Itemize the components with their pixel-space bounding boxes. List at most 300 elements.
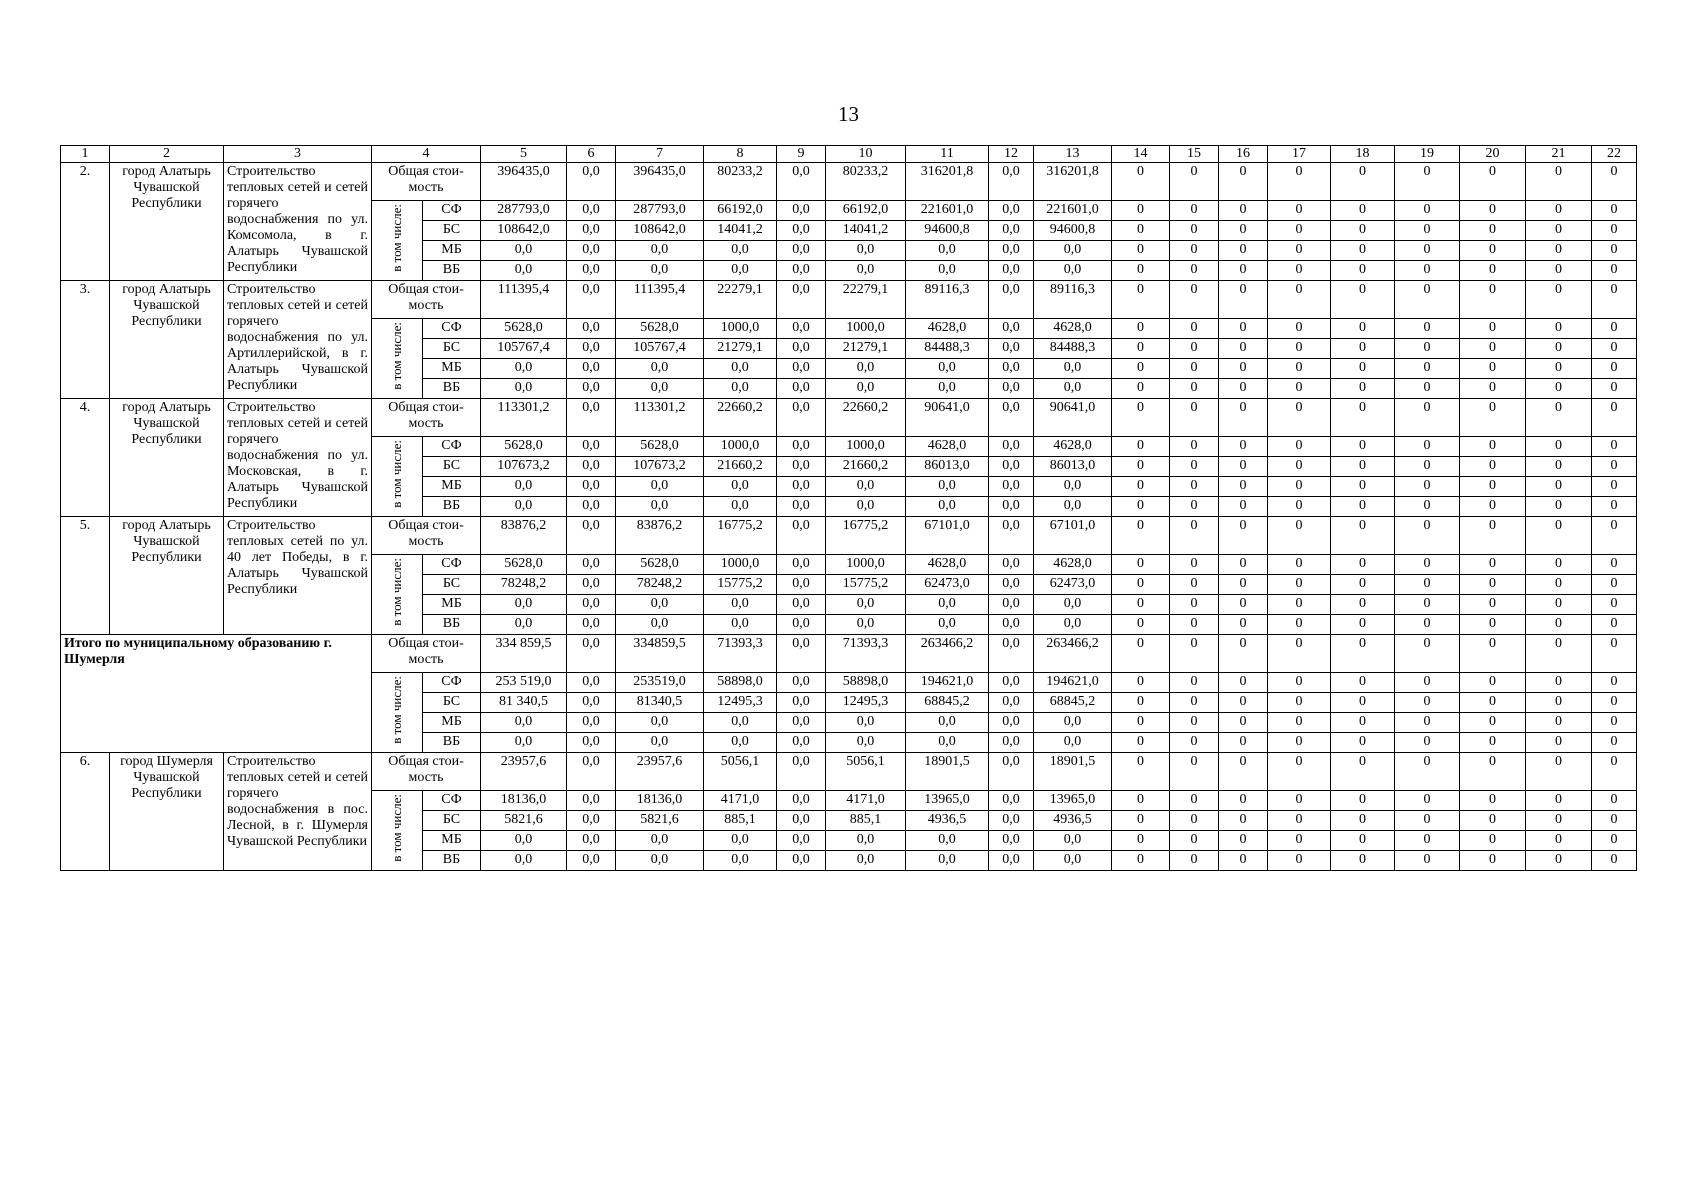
header-col-2: 2 [110, 146, 224, 163]
header-col-14: 14 [1112, 146, 1170, 163]
cell-value: 0,0 [616, 851, 704, 871]
cell-value: 5628,0 [616, 319, 704, 339]
cell-value: 0,0 [826, 497, 906, 517]
cell-value: 0 [1170, 831, 1219, 851]
municipality-name: город Алатырь Чувашской Республики [110, 163, 224, 281]
cell-value: 90641,0 [1034, 399, 1112, 437]
cell-value: 0 [1331, 359, 1395, 379]
cell-value: 0 [1460, 517, 1526, 555]
cell-value: 0 [1268, 241, 1331, 261]
cell-value: 0 [1112, 457, 1170, 477]
cell-value: 0 [1170, 201, 1219, 221]
cell-value: 0 [1592, 575, 1637, 595]
cell-value: 0,0 [704, 359, 777, 379]
cell-value: 0,0 [567, 281, 616, 319]
incl-label [372, 555, 423, 635]
cell-value: 0,0 [567, 457, 616, 477]
cell-value: 0 [1268, 595, 1331, 615]
cell-value: 0 [1219, 851, 1268, 871]
cell-value: 0,0 [567, 713, 616, 733]
cell-value: 0 [1331, 713, 1395, 733]
cell-value: 334859,5 [616, 635, 704, 673]
cell-value: 194621,0 [906, 673, 989, 693]
cell-value: 0,0 [1034, 595, 1112, 615]
cell-value: 0,0 [567, 379, 616, 399]
cell-value: 0 [1395, 811, 1460, 831]
incl-label [372, 791, 423, 871]
cell-value: 0 [1395, 241, 1460, 261]
cell-value: 0,0 [906, 851, 989, 871]
cell-value: 0,0 [826, 261, 906, 281]
cell-value: 0 [1592, 339, 1637, 359]
cell-value: 0,0 [777, 831, 826, 851]
cell-value: 0,0 [989, 851, 1034, 871]
cell-value: 0 [1395, 753, 1460, 791]
cell-value: 0 [1526, 281, 1592, 319]
cell-value: 0 [1331, 615, 1395, 635]
cell-value: 0 [1331, 635, 1395, 673]
cell-value: 0 [1170, 497, 1219, 517]
cell-value: 5628,0 [616, 555, 704, 575]
cell-value: 0,0 [989, 359, 1034, 379]
cell-value: 0,0 [704, 615, 777, 635]
cell-value: 0,0 [704, 733, 777, 753]
project-description: Строительство тепловых сетей и сетей горячего водоснабжения по ул. Комсомола, в г. Алатырь Чувашской Республики [224, 163, 372, 281]
cell-value: 71393,3 [826, 635, 906, 673]
total-row [61, 635, 1637, 673]
header-col-17: 17 [1268, 146, 1331, 163]
cell-value: 22660,2 [826, 399, 906, 437]
header-col-8: 8 [704, 146, 777, 163]
cell-value: 0 [1460, 201, 1526, 221]
cell-value: 0,0 [567, 575, 616, 595]
cell-value: 287793,0 [481, 201, 567, 221]
cell-value: 0,0 [567, 517, 616, 555]
cell-value: 0,0 [989, 163, 1034, 201]
cell-value: 14041,2 [826, 221, 906, 241]
cell-value: 0 [1592, 497, 1637, 517]
cell-value: 0 [1170, 359, 1219, 379]
cell-value: 0 [1331, 457, 1395, 477]
cell-value: 81340,5 [616, 693, 704, 713]
cell-value: 0,0 [616, 477, 704, 497]
cell-value: 21660,2 [704, 457, 777, 477]
cell-value: 0 [1526, 753, 1592, 791]
cell-value: 0,0 [1034, 497, 1112, 517]
project-description: Строительство тепловых сетей и сетей горячего водоснабжения в пос. Лесной, в г. Шумерля Чувашской Республики [224, 753, 372, 871]
cell-value: 18136,0 [616, 791, 704, 811]
cell-value: 111395,4 [481, 281, 567, 319]
cell-value: 0,0 [989, 221, 1034, 241]
cell-value: 0 [1395, 791, 1460, 811]
header-col-4: 4 [372, 146, 481, 163]
cell-value: 83876,2 [481, 517, 567, 555]
cell-value: 94600,8 [1034, 221, 1112, 241]
cell-value: 0,0 [777, 517, 826, 555]
funding-source-code: МБ [423, 477, 481, 497]
cell-value: 0,0 [826, 733, 906, 753]
general-cost-label: Общая стои-мость [372, 399, 481, 437]
cell-value: 0 [1170, 339, 1219, 359]
cell-value: 0 [1170, 517, 1219, 555]
cell-value: 0,0 [567, 201, 616, 221]
cell-value: 0,0 [567, 733, 616, 753]
cell-value: 21279,1 [704, 339, 777, 359]
cell-value: 0 [1112, 221, 1170, 241]
cell-value: 0,0 [777, 733, 826, 753]
cell-value: 253 519,0 [481, 673, 567, 693]
cell-value: 94600,8 [906, 221, 989, 241]
cell-value: 0 [1592, 517, 1637, 555]
cell-value: 0,0 [567, 319, 616, 339]
cell-value: 0 [1112, 615, 1170, 635]
cell-value: 0 [1526, 477, 1592, 497]
cell-value: 263466,2 [906, 635, 989, 673]
cell-value: 0,0 [1034, 831, 1112, 851]
cell-value: 0,0 [481, 241, 567, 261]
cell-value: 0 [1170, 791, 1219, 811]
cell-value: 105767,4 [616, 339, 704, 359]
cell-value: 0,0 [989, 713, 1034, 733]
cell-value: 89116,3 [1034, 281, 1112, 319]
cell-value: 0,0 [567, 477, 616, 497]
funding-source-code: МБ [423, 359, 481, 379]
header-col-10: 10 [826, 146, 906, 163]
cell-value: 0,0 [616, 241, 704, 261]
cell-value: 0,0 [777, 575, 826, 595]
header-col-7: 7 [616, 146, 704, 163]
funding-source-code: ВБ [423, 379, 481, 399]
cell-value: 194621,0 [1034, 673, 1112, 693]
cell-value: 0 [1592, 261, 1637, 281]
cell-value: 0 [1395, 713, 1460, 733]
incl-label-text: в том числе: [389, 204, 404, 272]
cell-value: 0 [1170, 615, 1219, 635]
cell-value: 0 [1460, 811, 1526, 831]
cell-value: 0 [1331, 163, 1395, 201]
incl-label-text: в том числе: [389, 794, 404, 862]
cell-value: 0 [1268, 319, 1331, 339]
cell-value: 0 [1170, 163, 1219, 201]
cell-value: 0,0 [777, 241, 826, 261]
cell-value: 5628,0 [481, 319, 567, 339]
cell-value: 81 340,5 [481, 693, 567, 713]
cell-value: 0,0 [567, 437, 616, 457]
project-row [61, 517, 1637, 555]
header-col-16: 16 [1219, 146, 1268, 163]
general-cost-label: Общая стои-мость [372, 281, 481, 319]
header-col-9: 9 [777, 146, 826, 163]
project-row [61, 163, 1637, 201]
cell-value: 0 [1460, 163, 1526, 201]
cell-value: 0,0 [567, 555, 616, 575]
row-number: 6. [61, 753, 110, 871]
cell-value: 0 [1460, 615, 1526, 635]
cell-value: 0,0 [906, 595, 989, 615]
cell-value: 0 [1268, 811, 1331, 831]
cell-value: 0 [1592, 673, 1637, 693]
total-blank [61, 673, 372, 753]
cell-value: 0 [1592, 831, 1637, 851]
cell-value: 0 [1395, 733, 1460, 753]
cell-value: 0 [1219, 713, 1268, 733]
cell-value: 0 [1526, 555, 1592, 575]
cell-value: 0,0 [906, 477, 989, 497]
cell-value: 0 [1219, 399, 1268, 437]
cell-value: 0,0 [704, 241, 777, 261]
cell-value: 4628,0 [906, 319, 989, 339]
cell-value: 0,0 [989, 673, 1034, 693]
cell-value: 0 [1331, 753, 1395, 791]
cell-value: 0 [1170, 241, 1219, 261]
cell-value: 0,0 [777, 457, 826, 477]
cell-value: 0 [1395, 693, 1460, 713]
cell-value: 0,0 [616, 595, 704, 615]
cell-value: 0 [1219, 437, 1268, 457]
cell-value: 0 [1592, 615, 1637, 635]
cell-value: 86013,0 [1034, 457, 1112, 477]
header-col-21: 21 [1526, 146, 1592, 163]
cell-value: 0 [1219, 791, 1268, 811]
cell-value: 0 [1331, 673, 1395, 693]
cell-value: 0,0 [616, 261, 704, 281]
cell-value: 0,0 [704, 595, 777, 615]
cell-value: 111395,4 [616, 281, 704, 319]
cell-value: 0 [1219, 753, 1268, 791]
general-cost-label: Общая стои-мость [372, 635, 481, 673]
cell-value: 0,0 [481, 359, 567, 379]
cell-value: 0 [1331, 437, 1395, 457]
project-description: Строительство тепловых сетей по ул. 40 лет Победы, в г. Алатырь Чувашской Республики [224, 517, 372, 635]
incl-label-text: в том числе: [389, 558, 404, 626]
cell-value: 0 [1592, 319, 1637, 339]
cell-value: 23957,6 [481, 753, 567, 791]
cell-value: 0 [1268, 437, 1331, 457]
cell-value: 0 [1331, 693, 1395, 713]
funding-source-code: БС [423, 811, 481, 831]
header-col-11: 11 [906, 146, 989, 163]
cell-value: 0,0 [567, 221, 616, 241]
cell-value: 0 [1526, 693, 1592, 713]
cell-value: 0 [1268, 281, 1331, 319]
cell-value: 67101,0 [1034, 517, 1112, 555]
cell-value: 0 [1592, 201, 1637, 221]
cell-value: 5628,0 [616, 437, 704, 457]
cell-value: 0 [1219, 733, 1268, 753]
cell-value: 0,0 [481, 261, 567, 281]
cell-value: 0 [1112, 575, 1170, 595]
cell-value: 0 [1592, 437, 1637, 457]
cell-value: 0,0 [777, 693, 826, 713]
cell-value: 0 [1219, 477, 1268, 497]
cell-value: 4628,0 [1034, 319, 1112, 339]
cell-value: 0,0 [616, 713, 704, 733]
cell-value: 221601,0 [906, 201, 989, 221]
cell-value: 0,0 [481, 379, 567, 399]
cell-value: 0 [1526, 517, 1592, 555]
cell-value: 0 [1170, 811, 1219, 831]
cell-value: 0 [1592, 221, 1637, 241]
general-cost-label: Общая стои-мость [372, 163, 481, 201]
cell-value: 0 [1395, 851, 1460, 871]
cell-value: 0 [1460, 379, 1526, 399]
cell-value: 0 [1219, 831, 1268, 851]
cell-value: 0 [1395, 281, 1460, 319]
cell-value: 0 [1526, 379, 1592, 399]
header-col-22: 22 [1592, 146, 1637, 163]
cell-value: 0,0 [777, 201, 826, 221]
cell-value: 86013,0 [906, 457, 989, 477]
cell-value: 0,0 [616, 359, 704, 379]
cell-value: 0,0 [481, 831, 567, 851]
cell-value: 0,0 [777, 497, 826, 517]
cell-value: 0 [1592, 713, 1637, 733]
cell-value: 0 [1592, 753, 1637, 791]
cell-value: 0,0 [989, 635, 1034, 673]
cell-value: 0,0 [777, 791, 826, 811]
cell-value: 0 [1268, 575, 1331, 595]
cell-value: 0 [1219, 575, 1268, 595]
cell-value: 0 [1460, 753, 1526, 791]
cell-value: 90641,0 [906, 399, 989, 437]
total-title: Итого по муниципальному образованию г. Шумерля [61, 635, 372, 673]
cell-value: 0 [1170, 673, 1219, 693]
cell-value: 0 [1460, 733, 1526, 753]
cell-value: 5821,6 [616, 811, 704, 831]
cell-value: 0 [1268, 221, 1331, 241]
cell-value: 0,0 [616, 379, 704, 399]
funding-source-code: ВБ [423, 733, 481, 753]
cell-value: 0 [1112, 399, 1170, 437]
cell-value: 0 [1170, 319, 1219, 339]
cell-value: 0,0 [567, 635, 616, 673]
cell-value: 0 [1219, 693, 1268, 713]
cell-value: 83876,2 [616, 517, 704, 555]
cell-value: 334 859,5 [481, 635, 567, 673]
cell-value: 0 [1268, 673, 1331, 693]
cell-value: 0 [1331, 791, 1395, 811]
cell-value: 0 [1219, 339, 1268, 359]
cell-value: 0,0 [989, 477, 1034, 497]
cell-value: 0 [1331, 555, 1395, 575]
cell-value: 0 [1395, 517, 1460, 555]
cell-value: 0 [1526, 615, 1592, 635]
cell-value: 0 [1460, 791, 1526, 811]
cell-value: 396435,0 [616, 163, 704, 201]
cell-value: 0 [1592, 693, 1637, 713]
cell-value: 0,0 [989, 753, 1034, 791]
cell-value: 0,0 [777, 261, 826, 281]
cell-value: 0 [1112, 673, 1170, 693]
cell-value: 0,0 [777, 339, 826, 359]
incl-label [372, 319, 423, 399]
cell-value: 0,0 [989, 693, 1034, 713]
municipality-name: город Алатырь Чувашской Республики [110, 517, 224, 635]
cell-value: 0 [1219, 261, 1268, 281]
cell-value: 0,0 [777, 163, 826, 201]
cell-value: 0 [1219, 517, 1268, 555]
cell-value: 0 [1112, 851, 1170, 871]
cell-value: 0 [1460, 693, 1526, 713]
cell-value: 13965,0 [906, 791, 989, 811]
cell-value: 0 [1460, 497, 1526, 517]
cell-value: 0 [1112, 359, 1170, 379]
cell-value: 0,0 [567, 595, 616, 615]
cell-value: 0,0 [616, 615, 704, 635]
cell-value: 0 [1460, 477, 1526, 497]
cell-value: 21660,2 [826, 457, 906, 477]
cell-value: 12495,3 [826, 693, 906, 713]
cell-value: 0,0 [989, 399, 1034, 437]
cell-value: 0 [1219, 811, 1268, 831]
funding-source-code: БС [423, 457, 481, 477]
cell-value: 0 [1331, 221, 1395, 241]
cell-value: 0 [1219, 379, 1268, 399]
cell-value: 84488,3 [906, 339, 989, 359]
cell-value: 15775,2 [704, 575, 777, 595]
cell-value: 0 [1460, 851, 1526, 871]
cell-value: 12495,3 [704, 693, 777, 713]
cell-value: 0 [1170, 635, 1219, 673]
cell-value: 0 [1526, 713, 1592, 733]
cell-value: 0 [1112, 261, 1170, 281]
cell-value: 0 [1395, 595, 1460, 615]
cell-value: 14041,2 [704, 221, 777, 241]
cell-value: 0 [1526, 831, 1592, 851]
cell-value: 0 [1395, 261, 1460, 281]
cell-value: 0 [1170, 753, 1219, 791]
cell-value: 0,0 [989, 555, 1034, 575]
cell-value: 0 [1460, 595, 1526, 615]
cell-value: 0 [1219, 221, 1268, 241]
cell-value: 0 [1592, 359, 1637, 379]
cell-value: 1000,0 [826, 319, 906, 339]
cell-value: 4628,0 [906, 437, 989, 457]
cell-value: 0,0 [989, 575, 1034, 595]
cell-value: 0 [1112, 241, 1170, 261]
cell-value: 0 [1219, 615, 1268, 635]
cell-value: 13965,0 [1034, 791, 1112, 811]
cell-value: 5056,1 [704, 753, 777, 791]
project-description: Строительство тепловых сетей и сетей горячего водоснабжения по ул. Московская, в г. Алатырь Чувашской Республики [224, 399, 372, 517]
cell-value: 0 [1395, 437, 1460, 457]
cell-value: 0,0 [777, 399, 826, 437]
cell-value: 0 [1460, 575, 1526, 595]
cell-value: 89116,3 [906, 281, 989, 319]
cell-value: 0 [1331, 517, 1395, 555]
cell-value: 0 [1268, 635, 1331, 673]
cell-value: 0 [1268, 477, 1331, 497]
cell-value: 0,0 [481, 595, 567, 615]
cell-value: 4628,0 [1034, 555, 1112, 575]
cell-value: 66192,0 [826, 201, 906, 221]
cell-value: 0 [1460, 339, 1526, 359]
cell-value: 1000,0 [826, 437, 906, 457]
cell-value: 15775,2 [826, 575, 906, 595]
cell-value: 0,0 [906, 615, 989, 635]
cell-value: 105767,4 [481, 339, 567, 359]
header-row [61, 146, 1637, 163]
cell-value: 107673,2 [616, 457, 704, 477]
cell-value: 316201,8 [1034, 163, 1112, 201]
cell-value: 0 [1526, 595, 1592, 615]
cell-value: 4628,0 [1034, 437, 1112, 457]
cell-value: 0,0 [989, 281, 1034, 319]
cell-value: 0 [1170, 221, 1219, 241]
cell-value: 0 [1592, 555, 1637, 575]
cell-value: 0 [1112, 319, 1170, 339]
cell-value: 0,0 [989, 457, 1034, 477]
